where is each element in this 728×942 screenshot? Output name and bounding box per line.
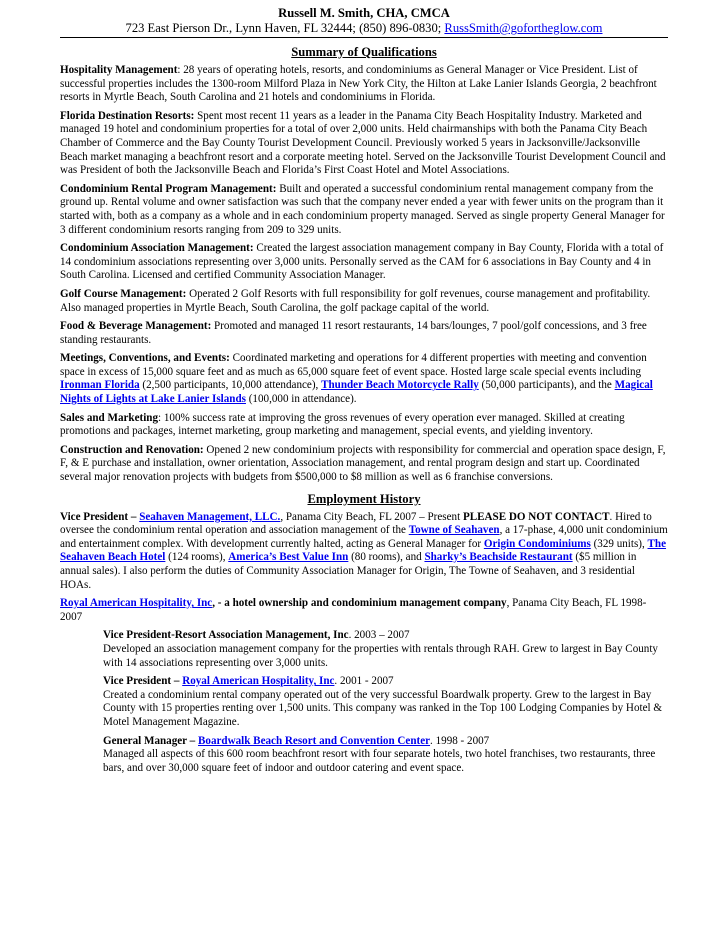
rah-description: , - a hotel ownership and condominium management company bbox=[212, 597, 507, 610]
association-mgmt-text: Created the largest association management company in Bay County, Florida with a total of 14 condominium associations representing over 3,000 units. Personally served as the CAM for 6 associations in Bay County and 4 in South Carolina. Licensed and certified Community Association Manager. bbox=[60, 242, 664, 282]
seahaven-paragraph bbox=[60, 511, 668, 593]
construction-label: Construction and Renovation: bbox=[60, 443, 204, 456]
ironman-link[interactable]: Ironman Florida bbox=[60, 379, 140, 392]
meetings-text-2: (2,500 participants, 10,000 attendance), bbox=[139, 379, 322, 392]
sales-text: : 100% success rate at improving the gross revenues of every operation ever managed. Skilled at creating promotions and packages, internet marketing, group marketing and management, special events, and yielding inventory. bbox=[60, 411, 625, 438]
email-link[interactable]: RussSmith@gofortheglow.com bbox=[444, 21, 603, 35]
rental-program-label: Condominium Rental Program Management: bbox=[60, 182, 277, 195]
seahaven-hotel-link[interactable]: The Seahaven Beach Hotel bbox=[60, 537, 667, 564]
magical-nights-link[interactable]: Magical Nights of Lights at Lake Lanier Islands bbox=[60, 379, 653, 406]
job-heading bbox=[103, 629, 668, 643]
job-title: Vice President – bbox=[103, 675, 183, 688]
florida-resorts-label: Florida Destination Resorts: bbox=[60, 109, 195, 122]
rah-link[interactable]: Royal American Hospitality, Inc bbox=[60, 597, 213, 610]
meetings-text-4: (100,000 in attendance). bbox=[245, 393, 357, 406]
towne-seahaven-link[interactable]: Towne of Seahaven bbox=[408, 524, 500, 537]
association-mgmt-paragraph bbox=[60, 242, 668, 283]
meetings-text-1: Coordinated marketing and operations for 4 different properties with meeting and convention space in excess of 15,000 square feet and as much as 65,000 square feet of event space. Hosted large scale special events including bbox=[60, 352, 647, 378]
association-mgmt-label: Condominium Association Management: bbox=[60, 242, 254, 255]
sales-paragraph bbox=[60, 412, 668, 439]
vp-text-1: . Hired to oversee the condominium rental operation and association management of the bbox=[60, 510, 652, 537]
sales-label: Sales and Marketing bbox=[60, 411, 159, 424]
job-entry bbox=[60, 629, 668, 670]
meetings-text-3: (50,000 participants), and the bbox=[478, 379, 615, 392]
rah-paragraph bbox=[60, 597, 668, 624]
construction-text: Opened 2 new condominium projects with responsibility for commercial and operation space design, F, F, & E purchase and installation, owner orientation, Association management, and rental program design and start up. Coordinated several major renovation projects with budgets from $500,000 to $8 million as well as 6 franchise conversions. bbox=[60, 443, 666, 484]
job-dates: . 1998 - 2007 bbox=[430, 734, 490, 747]
vp-dash: – bbox=[128, 510, 140, 523]
rah-location: , Panama City Beach, FL 1998-2007 bbox=[60, 597, 647, 623]
golf-label: Golf Course Management: bbox=[60, 287, 187, 300]
contact-line bbox=[60, 21, 668, 36]
job-heading bbox=[103, 735, 668, 749]
do-not-contact-note: PLEASE DO NOT CONTACT bbox=[462, 510, 610, 523]
vp-label: Vice President bbox=[60, 510, 129, 523]
vp-text-3: (329 units), bbox=[590, 537, 648, 550]
golf-paragraph bbox=[60, 288, 668, 315]
vp-text-4: (124 rooms), bbox=[165, 551, 229, 564]
address-text: 723 East Pierson Dr., Lynn Haven, FL 32444; (850) 896-0830; bbox=[125, 21, 445, 35]
candidate-name: Russell M. Smith, CHA, CMCA bbox=[278, 6, 450, 20]
sharkys-link[interactable]: Sharky’s Beachside Restaurant bbox=[424, 551, 573, 564]
meetings-label: Meetings, Conventions, and Events: bbox=[60, 352, 230, 365]
food-beverage-label: Food & Beverage Management: bbox=[60, 320, 212, 333]
job-description: Managed all aspects of this 600 room beachfront resort with four separate hotels, two hotel franchises, two restaurants, three bars, and over 30,000 square feet of indoor and outdoor catering and event space. bbox=[103, 748, 656, 774]
job-entry bbox=[60, 735, 668, 776]
food-beverage-paragraph bbox=[60, 320, 668, 347]
vp-text-2: , a 17-phase, 4,000 unit condominium and entertainment complex. With development currently halted, acting as General Manager for bbox=[60, 524, 668, 550]
golf-text: Operated 2 Golf Resorts with full responsibility for golf revenues, course management and profitability. Also managed properties in Myrtle Beach, South Carolina, the golf package capital of the world. bbox=[60, 287, 651, 314]
job-title: Vice President-Resort Association Management, Inc bbox=[103, 629, 349, 642]
job-dates: . 2003 – 2007 bbox=[348, 629, 410, 642]
vp-text-5: (80 rooms), and bbox=[348, 551, 425, 564]
rental-program-paragraph bbox=[60, 183, 668, 237]
job-description: Created a condominium rental company operated out of the very successful Boardwalk property. Grew to the largest in Bay County with 15 properties renting over 1,500 units. This company was ranked in the Top 100 Lodging Companies by Hotel & Motel Management Magazine. bbox=[103, 688, 662, 728]
resume-header bbox=[60, 6, 668, 36]
employment-heading: Employment History bbox=[307, 491, 421, 506]
florida-resorts-text: Spent most recent 11 years as a leader in the Panama City Beach Hospitality Industry. Marketed and managed 19 hotel and condominium properties for a total of over 2,000 units. Held chairmanships with both the Panama City Beach Chamber of Commerce and the Bay County Tourist Development Council. Previously worked 5 years in Jacksonville/Jacksonville Beach market managing a beachfront resort and a corporate meeting hotel. Served on the Jacksonville Tourist Development Council and was President of both the Jacksonville Beach and Florida’s First Coast Hotel and Motel Associations. bbox=[60, 109, 666, 177]
job-title: General Manager – bbox=[103, 734, 198, 747]
origin-condos-link[interactable]: Origin Condominiums bbox=[483, 537, 591, 550]
rental-program-text: Built and operated a successful condominium rental management company from the ground up. Rental volume and owner satisfaction was such that the company never ended a year with fewer units on the program than it started with, both as a company as a whole and in each condominium property managed. Served as single property General Manager for 3 different condominium resorts ranging from 209 to 329 units. bbox=[60, 182, 665, 236]
best-value-inn-link[interactable]: America’s Best Value Inn bbox=[228, 551, 349, 564]
job-description: Developed an association management company for the properties with rentals through RAH. Grew to largest in Bay County with 14 associations representing over 3,000 units. bbox=[103, 642, 658, 669]
vp-location: , Panama City Beach, FL 2007 – Present bbox=[280, 510, 463, 523]
job-dates: . 2001 - 2007 bbox=[334, 675, 394, 688]
boardwalk-link[interactable]: Boardwalk Beach Resort and Convention Center bbox=[198, 734, 431, 747]
vp-text-6: ($5 million in annual sales). I also perform the duties of Community Association Manager for Origin, The Towne of Seahaven, and 3 residential HOAs. bbox=[60, 551, 637, 591]
food-beverage-text: Promoted and managed 11 resort restaurants, 14 bars/lounges, 7 pool/golf concessions, and 3 free standing restaurants. bbox=[60, 320, 647, 346]
seahaven-mgmt-link[interactable]: Seahaven Management, LLC. bbox=[139, 510, 281, 523]
hospitality-label: Hospitality Management bbox=[60, 64, 178, 76]
header-divider bbox=[60, 37, 668, 38]
thunder-beach-link[interactable]: Thunder Beach Motorcycle Rally bbox=[321, 379, 479, 392]
job-heading bbox=[103, 675, 668, 689]
meetings-paragraph bbox=[60, 352, 668, 406]
construction-paragraph bbox=[60, 444, 668, 485]
summary-heading: Summary of Qualifications bbox=[291, 45, 437, 59]
rah-job-link[interactable]: Royal American Hospitality, Inc bbox=[182, 675, 335, 688]
hospitality-text: : 28 years of operating hotels, resorts, and condominiums as General Manager or Vice President. List of successful properties includes the 1300-room Milford Plaza in New York City, the Hilton at Lake Lanier Islands Georgia, 2 beachfront resorts in Myrtle Beach, South Carolina and 21 hotels and condominiums in Florida. bbox=[60, 64, 657, 104]
florida-resorts-paragraph bbox=[60, 110, 668, 178]
hospitality-paragraph bbox=[60, 64, 668, 105]
job-entry bbox=[60, 675, 668, 729]
